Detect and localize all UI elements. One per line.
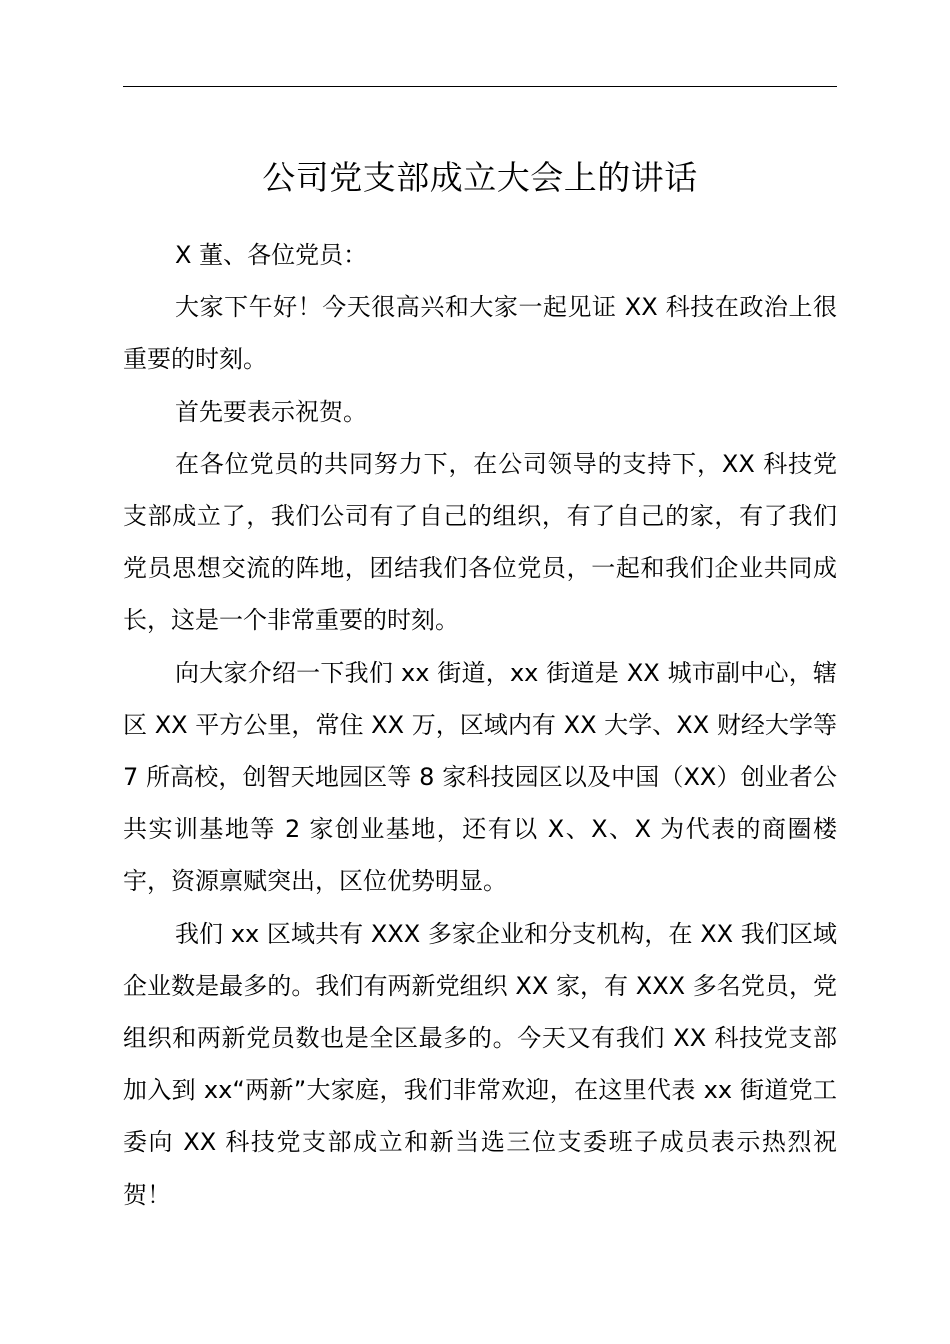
paragraph-congrats: 首先要表示祝贺。 — [175, 397, 367, 426]
paragraph-greeting: 大家下午好！今天很高兴和大家一起见证 XX 科技在政治上很重要的时刻。 — [123, 293, 837, 374]
paragraph-region-enterprises: 我们 xx 区域共有 XXX 多家企业和分支机构，在 XX 我们区域企业数是最多的。我们有两新党组织 XX 家，有 XXX 多名党员，党组织和两新党员数也是全区最多的。今天又有我们 XX 科技党支部加入到 xx“两新”大家庭，我们非常欢迎，在这里代表 xx 街道党工委向 XX 科技党支部成立和新当选三位支委班子成员表示热烈祝贺！ — [123, 919, 837, 1209]
salutation: X 董、各位党员： — [175, 241, 368, 269]
paragraph-street-intro: 向大家介绍一下我们 xx 街道，xx 街道是 XX 城市副中心，辖区 XX 平方公里，常住 XX 万，区域内有 XX 大学、XX 财经大学等 7 所高校，创智天地园区等 8 家科技园区以及中国（XX）创业者公共实训基地等 2 家创业基地，还有以 X、X、X 为代表的商圈楼宇，资源禀赋突出，区位优势明显。 — [123, 658, 837, 896]
document-body — [123, 229, 837, 1221]
header-rule — [123, 86, 837, 87]
document-title: 公司党支部成立大会上的讲话 — [262, 158, 698, 197]
paragraph-branch-founded: 在各位党员的共同努力下，在公司领导的支持下，XX 科技党支部成立了，我们公司有了自己的组织，有了自己的家，有了我们党员思想交流的阵地，团结我们各位党员，一起和我们企业共同成长，这是一个非常重要的时刻。 — [123, 449, 837, 635]
